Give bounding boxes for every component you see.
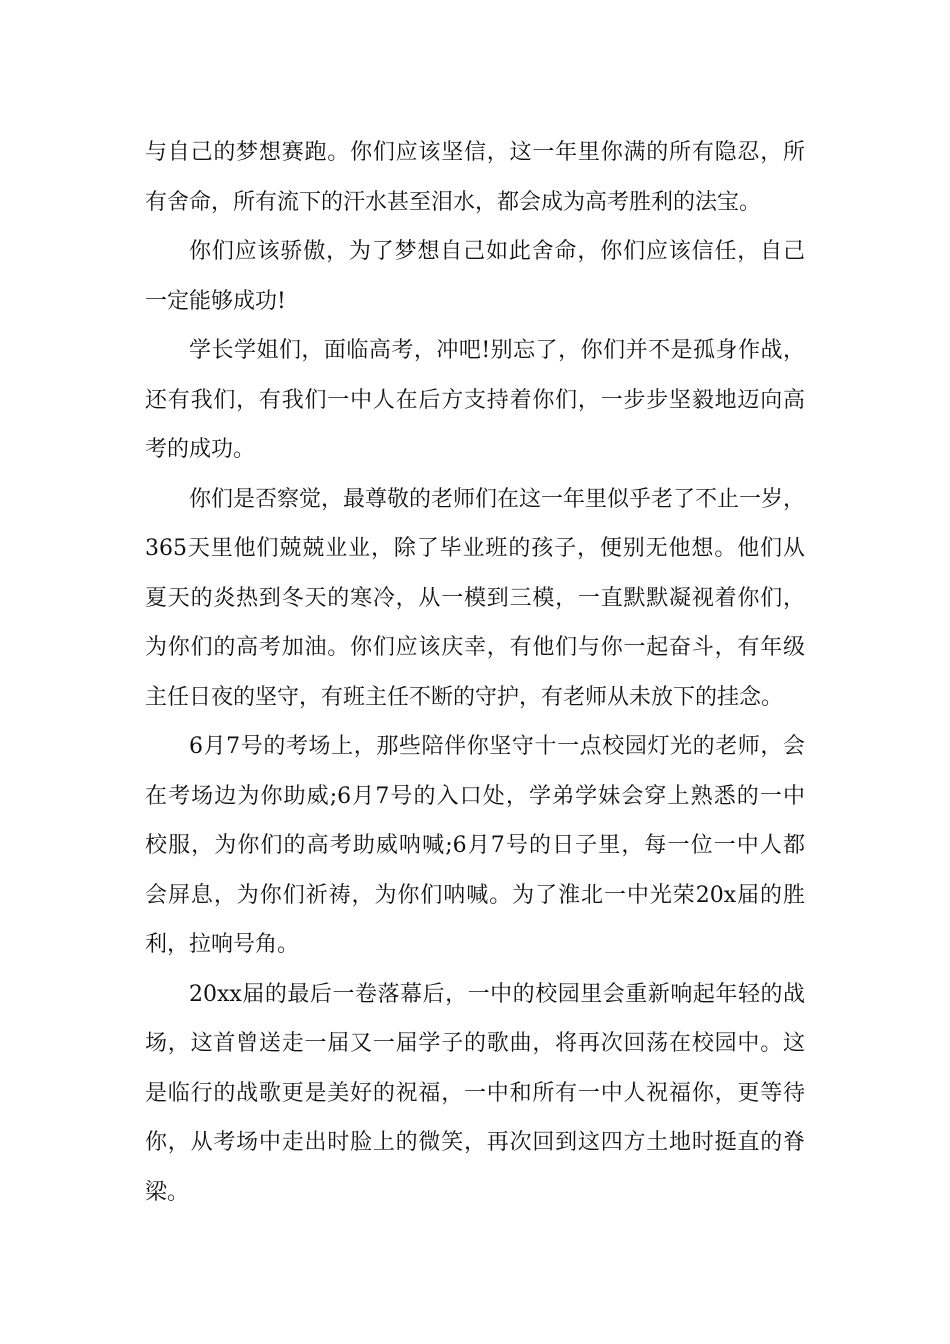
text-line: 主任日夜的坚守，有班主任不断的守护，有老师从未放下的挂念。 (145, 684, 784, 710)
text-line: 你们是否察觉，最尊敬的老师们在这一年里似乎老了不止一岁， (189, 486, 806, 512)
text-line: 会屏息，为你们祈祷，为你们呐喊。为了淮北一中光荣20x届的胜 (145, 882, 805, 908)
text-line: 梁。 (145, 1179, 190, 1205)
text-line: 场，这首曾送走一届又一届学子的歌曲，将再次回荡在校园中。这 (145, 1031, 805, 1056)
text-line: 考的成功。 (145, 437, 256, 462)
text-line: 你，从考场中走出时脸上的微笑，再次回到这四方土地时挺直的脊 (145, 1130, 805, 1155)
text-line: 有舍命，所有流下的汗水甚至泪水，都会成为高考胜利的法宝。 (145, 189, 762, 215)
text-line: 20xx届的最后一卷落幕后，一中的校园里会重新响起年轻的战 (189, 981, 805, 1007)
text-line: 365天里他们兢兢业业，除了毕业班的孩子，便别无他想。他们从 (145, 536, 805, 561)
text-line: 你们应该骄傲，为了梦想自己如此舍命，你们应该信任，自己 (189, 239, 805, 264)
text-line: 学长学姐们，面临高考，冲吧!别忘了，你们并不是孤身作战， (189, 338, 805, 363)
text-line: 6月7号的考场上，那些陪伴你坚守十一点校园灯光的老师，会 (189, 734, 805, 759)
text-line: 在考场边为你助威;6月7号的入口处，学弟学妹会穿上熟悉的一中 (145, 783, 805, 809)
text-line: 一定能够成功! (145, 288, 286, 314)
text-line: 为你们的高考加油。你们应该庆幸，有他们与你一起奋斗，有年级 (145, 635, 805, 660)
text-line: 与自己的梦想赛跑。你们应该坚信，这一年里你满的所有隐忍，所 (145, 140, 805, 165)
text-line: 夏天的炎热到冬天的寒冷，从一模到三模，一直默默凝视着你们， (145, 585, 805, 611)
text-line: 还有我们，有我们一中人在后方支持着你们，一步步坚毅地迈向高 (145, 387, 805, 413)
text-line: 校服，为你们的高考助威呐喊;6月7号的日子里，每一位一中人都 (145, 833, 805, 858)
body-text (145, 128, 805, 1217)
text-line: 是临行的战歌更是美好的祝福，一中和所有一中人祝福你，更等待 (145, 1080, 805, 1106)
text-line: 利，拉响号角。 (145, 932, 300, 957)
